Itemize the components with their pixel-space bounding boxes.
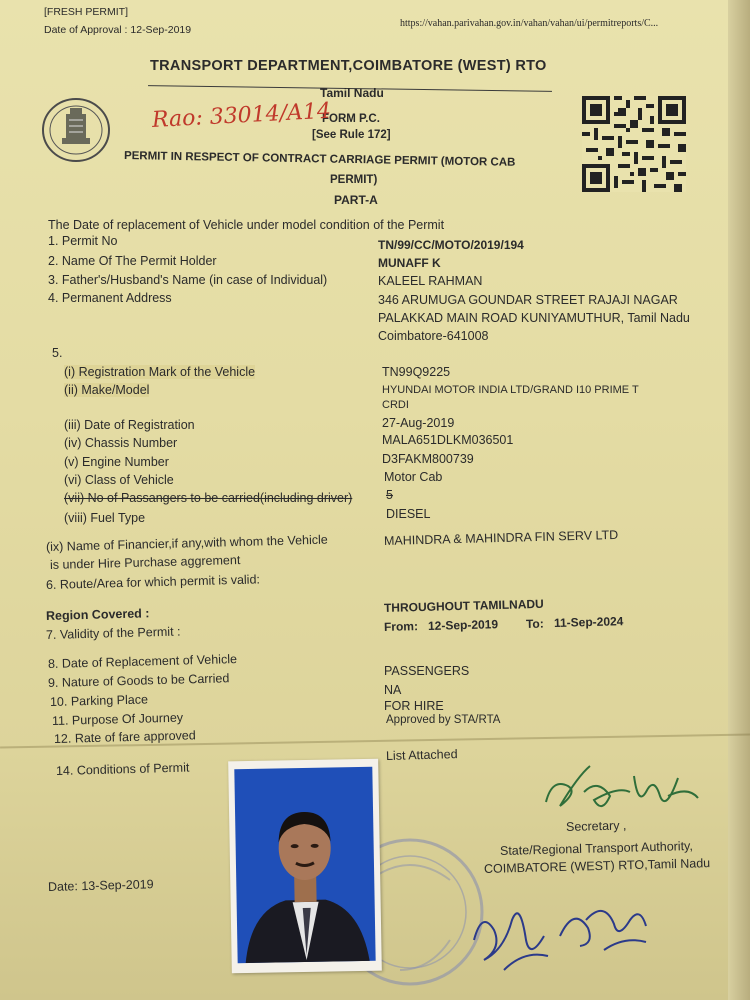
validity-from-label: From: <box>383 619 419 634</box>
handwritten-reference: Rao: 33014/A14 <box>151 98 332 133</box>
purpose-value: FOR HIRE <box>384 699 444 713</box>
issue-date: Date: 13-Sep-2019 <box>47 877 154 894</box>
reg-date-value: 27-Aug-2019 <box>382 416 455 430</box>
region-label: Region Covered : <box>45 606 150 623</box>
route-label: 6. Route/Area for which permit is valid: <box>45 572 261 592</box>
holder-photo <box>228 759 382 974</box>
permit-heading-line2: PERMIT) <box>330 174 378 186</box>
registration-mark-label: (i) Registration Mark of the Vehicle <box>64 365 256 379</box>
signature-blue-icon <box>464 880 664 990</box>
part-label: PART-A <box>334 193 378 207</box>
registration-mark-value: TN99Q9225 <box>382 365 451 379</box>
nature-goods-label: 9. Nature of Goods to be Carried <box>47 671 230 690</box>
chassis-label: (iv) Chassis Number <box>64 436 178 450</box>
passengers-label: (vii) No of Passangers to be carried(including driver) <box>64 491 353 505</box>
address-line2: PALAKKAD MAIN ROAD KUNIYAMUTHUR, Tamil Nadu <box>378 311 690 325</box>
reg-date-label: (iii) Date of Registration <box>64 418 195 432</box>
make-model-value: HYUNDAI MOTOR INDIA LTD/GRAND I10 PRIME T <box>382 384 639 396</box>
address-line1: 346 ARUMUGA GOUNDAR STREET RAJAJI NAGAR <box>378 293 678 307</box>
approval-date: Date of Approval : 12-Sep-2019 <box>44 24 192 36</box>
engine-value: D3FAKM800739 <box>382 452 474 466</box>
validity-to-value: 11-Sep-2024 <box>553 614 624 630</box>
section-5-label: 5. <box>52 346 63 360</box>
nature-goods-value: PASSENGERS <box>384 664 470 678</box>
validity-to-label: To: <box>525 616 544 631</box>
holder-name-label: 2. Name Of The Permit Holder <box>48 254 217 268</box>
fuel-type-value: DIESEL <box>386 507 431 521</box>
fare-value: Approved by STA/RTA <box>386 714 501 726</box>
address-label: 4. Permanent Address <box>48 291 172 305</box>
validity-from-value: 12-Sep-2019 <box>427 617 499 633</box>
replacement-date-label: 8. Date of Replacement of Vehicle <box>47 652 238 671</box>
vehicle-class-value: Motor Cab <box>384 470 443 484</box>
signature-green-icon <box>538 756 708 826</box>
state-emblem-icon <box>40 96 112 164</box>
signatory-title: Secretary , <box>565 818 627 834</box>
parking-place-value: NA <box>384 683 402 697</box>
make-model-label: (ii) Make/Model <box>64 383 150 397</box>
permit-no-value: TN/99/CC/MOTO/2019/194 <box>378 238 524 252</box>
address-line3: Coimbatore-641008 <box>378 329 489 343</box>
conditions-value: List Attached <box>385 747 458 763</box>
father-name-value: KALEEL RAHMAN <box>378 274 483 288</box>
financier-value: MAHINDRA & MAHINDRA FIN SERV LTD <box>383 527 619 548</box>
vehicle-class-label: (vi) Class of Vehicle <box>64 473 174 487</box>
financier-label-line1: (ix) Name of Financier,if any,with whom the Vehicle <box>45 532 328 554</box>
holder-name-value: MUNAFF K <box>378 256 441 270</box>
form-rule: [See Rule 172] <box>312 129 391 141</box>
signatory-office: COIMBATORE (WEST) RTO,Tamil Nadu <box>483 856 711 876</box>
purpose-label: 11. Purpose Of Journey <box>51 710 184 728</box>
validity-label: 7. Validity of the Permit : <box>45 624 181 642</box>
engine-label: (v) Engine Number <box>64 455 169 469</box>
qr-code-icon <box>582 96 686 192</box>
make-model-value-cont: CRDI <box>382 399 409 411</box>
financier-label-line2: is under Hire Purchase aggrement <box>49 553 241 572</box>
fare-label: 12. Rate of fare approved <box>53 728 196 746</box>
chassis-value: MALA651DLKM036501 <box>382 433 514 447</box>
intro-text: The Date of replacement of Vehicle under model condition of the Permit <box>48 218 445 232</box>
department-title: TRANSPORT DEPARTMENT,COIMBATORE (WEST) RTO <box>150 58 547 74</box>
region-value: THROUGHOUT TAMILNADU <box>383 596 544 615</box>
form-number: FORM P.C. <box>322 113 380 125</box>
permit-no-label: 1. Permit No <box>48 234 118 248</box>
fresh-permit-stamp: [FRESH PERMIT] <box>44 6 129 18</box>
passengers-value: 5 <box>386 488 393 502</box>
father-name-label: 3. Father's/Husband's Name (in case of Individual) <box>48 273 328 287</box>
paper-edge <box>728 0 750 1000</box>
state-name: Tamil Nadu <box>320 86 384 100</box>
signatory-authority: State/Regional Transport Authority, <box>499 838 694 858</box>
conditions-label: 14. Conditions of Permit <box>55 760 190 778</box>
permit-heading-line1: PERMIT IN RESPECT OF CONTRACT CARRIAGE PERMIT (MOTOR CAB <box>123 150 516 169</box>
source-url: https://vahan.parivahan.gov.in/vahan/vahan/ui/permitreports/C... <box>400 18 659 29</box>
parking-place-label: 10. Parking Place <box>49 692 149 709</box>
fuel-type-label: (viii) Fuel Type <box>64 511 146 525</box>
